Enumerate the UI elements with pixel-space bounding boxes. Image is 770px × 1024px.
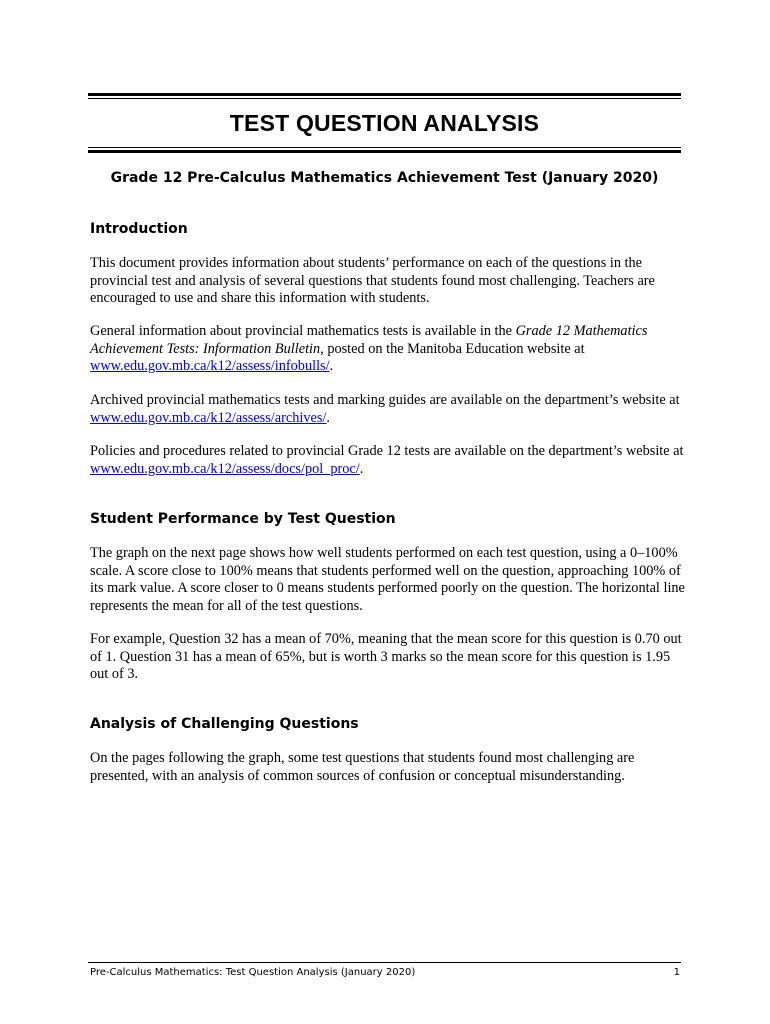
document-subtitle: Grade 12 Pre-Calculus Mathematics Achievement Test (January 2020)	[110, 170, 659, 186]
performance-heading: Student Performance by Test Question	[90, 511, 396, 527]
title-rule-top	[88, 93, 681, 96]
introduction-paragraph-1: This document provides information about students’ performance on each of the questions in the provincial test and analysis of several questions that students found most challenging. Teachers are encouraged to use and share this information with students.	[90, 255, 655, 306]
document-title: TEST QUESTION ANALYSIS	[229, 110, 540, 136]
policies-link[interactable]: www.edu.gov.mb.ca/k12/assess/docs/pol_proc/	[90, 460, 360, 477]
p2-text-before: General information about provincial mathematics tests is available in the	[90, 323, 516, 339]
footer-rule	[88, 962, 681, 963]
p3-text-before: Archived provincial mathematics tests and marking guides are available on the department’s website at	[90, 392, 680, 408]
performance-paragraph-2: For example, Question 32 has a mean of 70%, meaning that the mean score for this question is 0.70 out of 1. Question 31 has a mean of 65%, but is worth 3 marks so the mean score for this question is 1.95 out of 3.	[90, 631, 682, 682]
footer-document-title: Pre-Calculus Mathematics: Test Question Analysis (January 2020)	[90, 967, 416, 978]
infobulls-link[interactable]: www.edu.gov.mb.ca/k12/assess/infobulls/	[90, 358, 330, 374]
introduction-heading: Introduction	[90, 221, 188, 237]
title-rule-bottom	[88, 150, 681, 153]
performance-paragraph-1: The graph on the next page shows how well students performed on each test question, using a 0–100% scale. A score close to 100% means that students performed well on the question, approaching 100% of its mark value. A score closer to 0 means students performed poorly on the question. The horizontal line represents the mean for all of the test questions.	[90, 545, 685, 614]
p2-text-after: , posted on the Manitoba Education website at	[320, 340, 585, 357]
introduction-paragraph-3	[90, 392, 690, 427]
archives-link[interactable]: www.edu.gov.mb.ca/k12/assess/archives/	[90, 409, 327, 426]
p4-text-before: Policies and procedures related to provincial Grade 12 tests are available on the department’s website at	[90, 443, 684, 459]
page-number: 1	[673, 967, 680, 978]
p2-text-end: .	[329, 358, 334, 374]
bulletin-title: Grade 12 Mathematics Achievement Tests: Information Bulletin	[90, 323, 648, 357]
analysis-paragraph-1: On the pages following the graph, some test questions that students found most challenging are presented, with an analysis of common sources of confusion or conceptual misunderstanding.	[90, 750, 635, 784]
introduction-paragraph-2	[90, 323, 690, 376]
analysis-heading: Analysis of Challenging Questions	[90, 716, 359, 732]
title-rule-top-thin	[88, 98, 681, 99]
p4-text-end: .	[359, 460, 364, 477]
introduction-paragraph-4	[90, 443, 690, 478]
title-rule-bottom-thin	[88, 147, 681, 148]
p3-text-end: .	[326, 409, 330, 426]
